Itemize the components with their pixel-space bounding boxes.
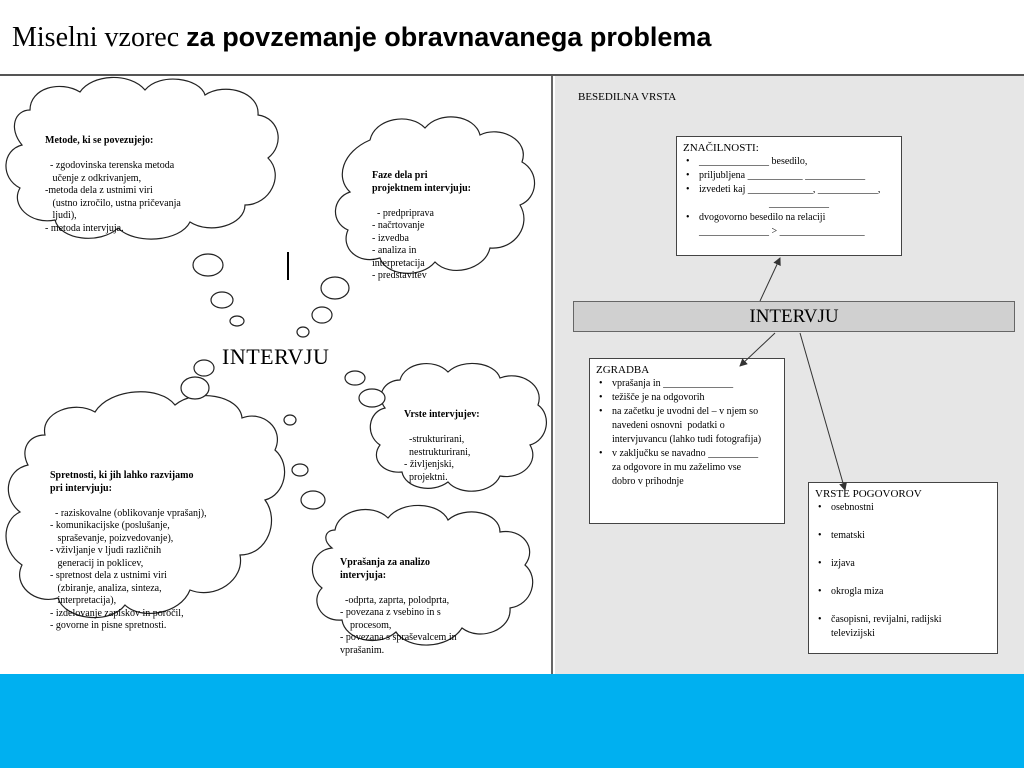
center-label-bar: INTERVJU xyxy=(573,301,1015,332)
cloud-2-heading: Faze dela pri projektnem intervjuju: xyxy=(372,170,471,194)
vrste-item: • okrogla miza xyxy=(815,585,991,599)
znacilnosti-item: • izvedeti kaj _____________, ____________, xyxy=(683,183,895,197)
cloud-1-body: - zgodovinska terenska metoda učenje z odkrivanjem, -metoda dela z ustnimi viri (ustno izročilo, ustna pričevanja ljudi), - metoda intervjuja. xyxy=(45,160,181,234)
vrste-item: • tematski xyxy=(815,529,991,543)
vrste-item: • časopisni, revijalni, radijski televizijski xyxy=(815,613,991,641)
text-type-heading: BESEDILNA VRSTA xyxy=(578,91,677,103)
title-part2: za povzemanje obravnavanega problema xyxy=(186,22,712,52)
cloud-1-heading: Metode, ki se povezujejo: xyxy=(45,135,154,146)
cloud-2-body: - predpriprava - načrtovanje - izvedba - analiza in interpretacija - predstavitev xyxy=(372,207,434,281)
znacilnosti-item: ____________ xyxy=(699,198,829,209)
zgradba-item: • na začetku je uvodni del – v njem so navedeni osnovni podatki o intervjuvancu (lahko tudi fotografija) xyxy=(596,405,778,447)
znacilnosti-item: • dvogovorno besedilo na relaciji xyxy=(683,211,895,225)
conversation-types-title: VRSTE POGOVOROV xyxy=(815,488,922,500)
cloud-3-body: -strukturirani, nestrukturirani, - življenjski, projektni. xyxy=(404,434,471,483)
znacilnosti-item: ______________ > _________________ xyxy=(699,226,865,237)
characteristics-title: ZNAČILNOSTI: xyxy=(683,142,759,154)
vrste-item: • izjava xyxy=(815,557,991,571)
cloud-3-heading: Vrste intervjujev: xyxy=(404,409,480,420)
arrow-to-characteristics xyxy=(760,258,780,301)
arrow-to-structure xyxy=(740,333,775,366)
bottom-bar xyxy=(0,674,1024,768)
znacilnosti-item: • priljubljena ___________ ____________ xyxy=(683,169,895,183)
structure-title: ZGRADBA xyxy=(596,364,650,376)
zgradba-item: • vprašanja in ______________ xyxy=(596,377,778,391)
cloud-4-heading: Spretnosti, ki jih lahko razvijamo pri intervjuju: xyxy=(50,470,194,494)
zgradba-item: • težišče je na odgovorih xyxy=(596,391,778,405)
zgradba-item: • v zaključku se navadno __________ za odgovore in mu zaželimo vse dobro v prihodnje xyxy=(596,447,778,489)
cloud-5-body: -odprta, zaprta, polodprta, - povezana z vsebino in s procesom, - povezana s spraševalcem in vprašanim. xyxy=(340,594,457,656)
cloud-4-body: - raziskovalne (oblikovanje vprašanj), - komunikacijske (poslušanje, spraševanje, poizvedovanje), - vživljanje v ljudi različnih generacij in poklicev, - spretnost dela z ustnimi viri (zbiranje, analiza, sinteza, interpretacija), - izdelovanje zapiskov in poročil, - govorne in pisne spretnosti. xyxy=(50,507,207,631)
vrste-item: • osebnostni xyxy=(815,501,991,515)
arrow-to-conversation-types xyxy=(800,333,845,490)
cloud-5-heading: Vprašanja za analizo intervjuja: xyxy=(340,557,430,581)
znacilnosti-item: • ______________ besedilo, xyxy=(683,155,895,169)
center-word: INTERVJU xyxy=(222,344,330,369)
title-part1: Miselni vzorec xyxy=(12,22,187,53)
